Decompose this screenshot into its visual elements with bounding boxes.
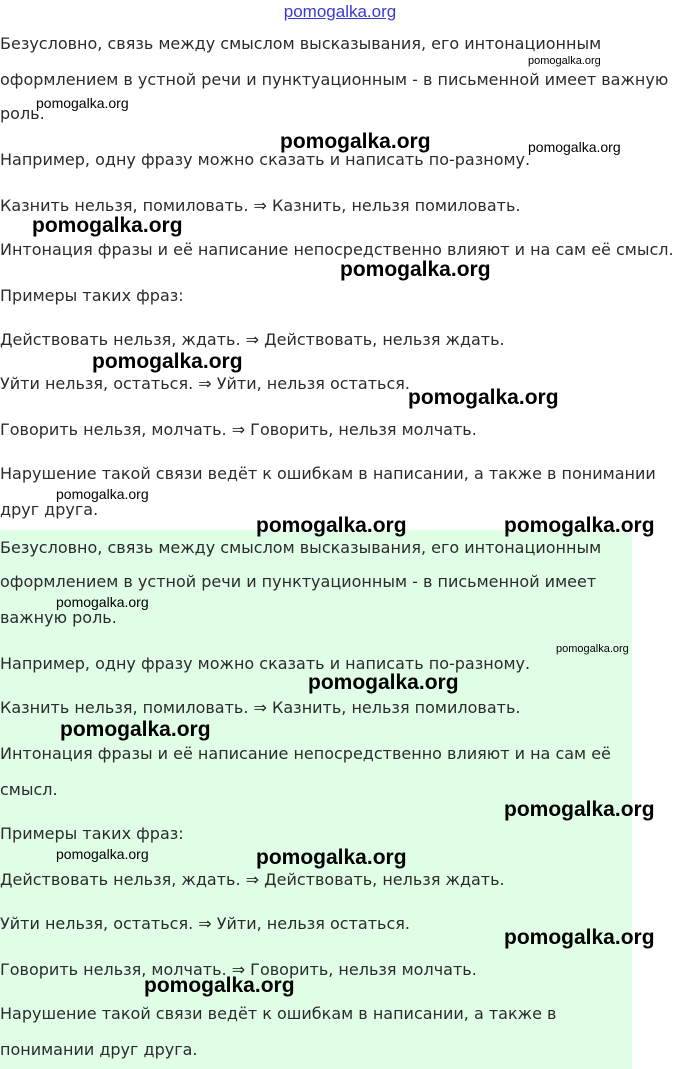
answer-line: Уйти нельзя, остаться. ⇒ Уйти, нельзя остаться.	[0, 914, 410, 933]
watermark: pomogalka.org	[308, 671, 459, 694]
answer-line: Примеры таких фраз:	[0, 824, 184, 843]
answer-line: Уйти нельзя, остаться. ⇒ Уйти, нельзя остаться.	[0, 374, 410, 393]
watermark: pomogalka.org	[56, 846, 149, 862]
answer-line: Нарушение такой связи ведёт к ошибкам в написании, а также в понимании	[0, 464, 656, 483]
watermark: pomogalka.org	[408, 386, 559, 409]
watermark: pomogalka.org	[528, 55, 601, 67]
watermark: pomogalka.org	[528, 139, 621, 155]
watermark: pomogalka.org	[256, 514, 407, 537]
watermark: pomogalka.org	[56, 486, 149, 502]
answer-line: Например, одну фразу можно сказать и написать по-разному.	[0, 150, 531, 169]
answer-line: оформлением в устной речи и пунктуационным - в письменной имеет важную	[0, 70, 669, 89]
watermark: pomogalka.org	[280, 130, 431, 153]
answer-line: Безусловно, связь между смыслом высказывания, его интонационным	[0, 538, 602, 557]
answer-line: Говорить нельзя, молчать. ⇒ Говорить, нельзя молчать.	[0, 960, 477, 979]
watermark: pomogalka.org	[340, 258, 491, 281]
watermark: pomogalka.org	[32, 214, 183, 237]
watermark: pomogalka.org	[36, 95, 129, 111]
answer-line: Примеры таких фраз:	[0, 286, 184, 305]
answer-line: Безусловно, связь между смыслом высказывания, его интонационным	[0, 34, 602, 53]
answer-line: друг друга.	[0, 500, 99, 519]
watermark: pomogalka.org	[144, 974, 295, 997]
answer-line: Казнить нельзя, помиловать. ⇒ Казнить, нельзя помиловать.	[0, 698, 521, 717]
answer-line: Действовать нельзя, ждать. ⇒ Действовать, нельзя ждать.	[0, 330, 505, 349]
watermark: pomogalka.org	[504, 798, 655, 821]
answer-line: смысл.	[0, 780, 58, 799]
answer-line: Казнить нельзя, помиловать. ⇒ Казнить, нельзя помиловать.	[0, 196, 521, 215]
answer-line: Нарушение такой связи ведёт к ошибкам в написании, а также в	[0, 1004, 557, 1023]
watermark: pomogalka.org	[60, 718, 211, 741]
watermark: pomogalka.org	[56, 594, 149, 610]
watermark: pomogalka.org	[504, 514, 655, 537]
answer-line: оформлением в устной речи и пунктуационным - в письменной имеет	[0, 572, 597, 591]
answer-line: Например, одну фразу можно сказать и написать по-разному.	[0, 654, 531, 673]
header-site-link[interactable]: pomogalka.org	[283, 2, 397, 21]
watermark: pomogalka.org	[256, 846, 407, 869]
answer-line: понимании друг друга.	[0, 1040, 198, 1059]
answer-line: роль.	[0, 104, 45, 123]
answer-line: важную роль.	[0, 608, 117, 627]
watermark: pomogalka.org	[504, 926, 655, 949]
answer-line: Действовать нельзя, ждать. ⇒ Действовать, нельзя ждать.	[0, 870, 505, 889]
answer-line: Говорить нельзя, молчать. ⇒ Говорить, нельзя молчать.	[0, 420, 477, 439]
answer-line: Интонация фразы и её написание непосредственно влияют и на сам её смысл.	[0, 240, 674, 259]
watermark: pomogalka.org	[92, 350, 243, 373]
answer-line: Интонация фразы и её написание непосредственно влияют и на сам её	[0, 744, 611, 763]
watermark: pomogalka.org	[556, 643, 629, 655]
